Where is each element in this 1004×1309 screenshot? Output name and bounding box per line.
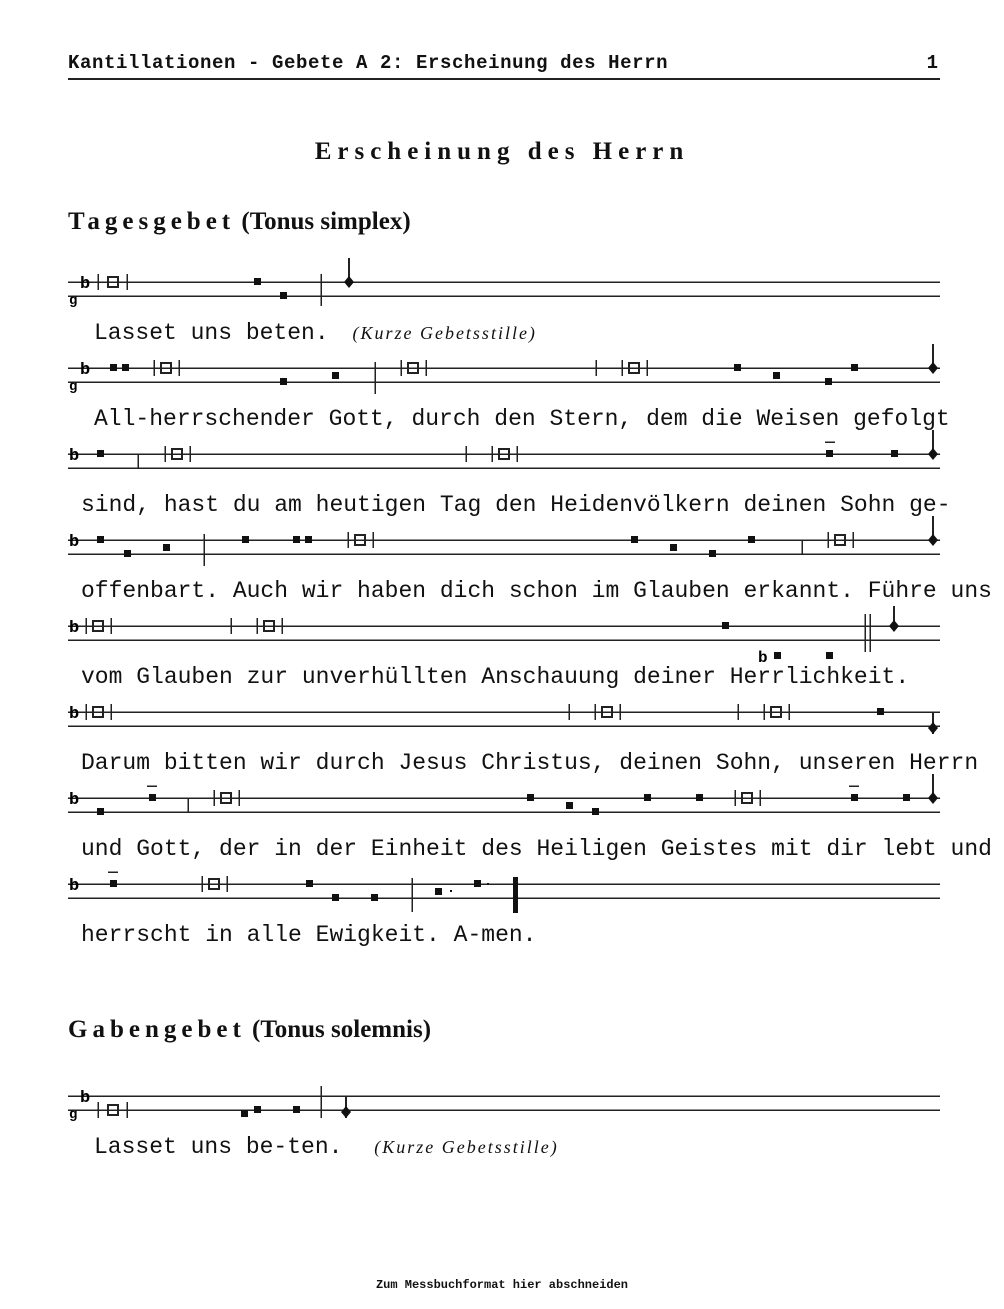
- flat-sign: b: [69, 447, 80, 466]
- staff-6: [68, 696, 940, 728]
- section-heading-main: Tagesgebet: [68, 208, 236, 235]
- rubric-silence-1: (Kurze Gebetsstille): [352, 323, 537, 343]
- flat-sign: b: [69, 619, 80, 638]
- running-header: [68, 52, 940, 80]
- section-heading-gabengebet: [68, 1016, 431, 1044]
- lyric-line-3: offenbart. Auch wir haben dich schon im Glauben erkannt. Führe uns: [81, 578, 992, 604]
- staff-4: [68, 524, 940, 556]
- clef-g: g: [69, 1107, 78, 1123]
- lyric-line-7: herrscht in alle Ewigkeit. A-men.: [81, 922, 537, 948]
- staff-8: [68, 868, 940, 900]
- footer-cut-note: Zum Messbuchformat hier abschneiden: [375, 1278, 629, 1292]
- clef-g: g: [69, 379, 78, 395]
- staff-9: [68, 1080, 940, 1123]
- lyric-line-2: sind, hast du am heutigen Tag den Heidenvölkern deinen Sohn ge-: [81, 492, 951, 518]
- flat-sign: b: [69, 877, 80, 896]
- lyric-line-6: und Gott, der in der Einheit des Heiligen Geistes mit dir lebt und: [81, 836, 992, 862]
- running-title: Kantillationen - Gebete A 2: Erscheinung des Herrn: [68, 52, 669, 74]
- flat-sign: b: [80, 361, 91, 380]
- section-heading-tone: (Tonus solemnis): [252, 1016, 432, 1043]
- lyric-line-1: All-herrschender Gott, durch den Stern, dem die Weisen gefolgt: [94, 406, 950, 432]
- invitation-text: Lasset uns beten.: [94, 320, 329, 346]
- page-title: Erscheinung des Herrn: [314, 138, 690, 165]
- staff-5: [68, 610, 940, 667]
- invitation-text: Lasset uns be-ten.: [94, 1134, 343, 1160]
- lyric-invitation-2: [94, 1134, 559, 1160]
- staff-2: [68, 352, 940, 395]
- flat-sign: b: [80, 275, 91, 294]
- clef-g: g: [69, 293, 78, 309]
- lyric-invitation-1: [94, 320, 537, 346]
- page-number: 1: [926, 52, 938, 74]
- section-heading-tone: (Tonus simplex): [241, 208, 411, 235]
- flat-sign: b: [69, 791, 80, 810]
- flat-sign: b: [80, 1089, 91, 1108]
- section-heading-main: Gabengebet: [68, 1016, 246, 1043]
- staff-7: [68, 782, 940, 814]
- lyric-line-5: Darum bitten wir durch Jesus Christus, deinen Sohn, unseren Herrn: [81, 750, 979, 776]
- flat-sign: b: [69, 533, 80, 552]
- lyric-line-4: vom Glauben zur unverhüllten Anschauung deiner Herrlichkeit.: [81, 664, 910, 690]
- staff-1: [68, 266, 940, 309]
- rubric-silence-2: (Kurze Gebetsstille): [374, 1137, 559, 1157]
- section-heading-tagesgebet: [68, 208, 411, 236]
- flat-sign: b: [69, 705, 80, 724]
- flat-sign-note: b: [758, 649, 768, 667]
- staff-3: [68, 438, 940, 470]
